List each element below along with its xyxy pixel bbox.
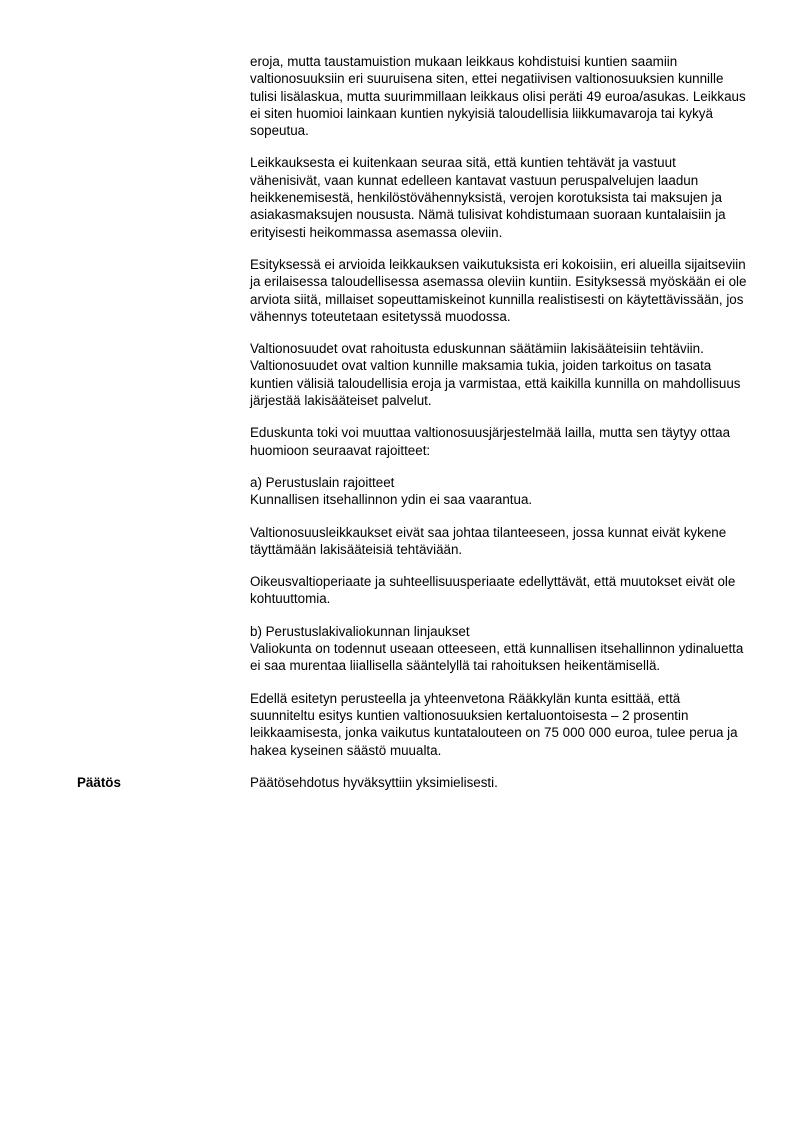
paragraph (250, 154, 747, 240)
decision-text: Päätösehdotus hyväksyttiin yksimielisesti. (250, 774, 498, 790)
paragraph-line: Eduskunta toki voi muuttaa valtionosuusjärjestelmää lailla, mutta sen täytyy ottaa huomioon seuraavat rajoitteet: (250, 425, 731, 458)
paragraph-line: b) Perustuslakivaliokunnan linjaukset (250, 623, 470, 639)
paragraph (250, 256, 747, 325)
paragraph-line: eroja, mutta taustamuistion mukaan leikkaus kohdistuisi kuntien saamiin valtionosuuksiin eri suuruisena siten, ettei negatiivisen valtionosuuksien kunnille tulisi lisälaskua, mutta suurimmillaan leikkaus olisi peräti 49 euroa/asukas. Leikkaus ei siten huomioi lainkaan kuntien nykyisiä taloudellisia liikkumavaroja tai kykyä sopeutua. (250, 54, 746, 139)
paragraph-line: Leikkauksesta ei kuitenkaan seuraa sitä, että kuntien tehtävät ja vastuut vähenisivät, vaan kunnat edelleen kantavat vastuun peruspalvelujen laadun heikkenemisestä, henkilöstövähennyksistä, verojen korotuksista tai maksujen ja asiakasmaksujen noususta. Nämä tulisivat kohdistumaan suoraan kuntalaisiin ja erityisesti heikommassa asemassa oleviin. (250, 155, 726, 240)
paragraph (250, 424, 747, 459)
paragraph (250, 524, 747, 559)
paragraph-line: Kunnallisen itsehallinnon ydin ei saa vaarantua. (250, 492, 533, 508)
decision-section (77, 774, 794, 791)
paragraph (250, 53, 747, 139)
paragraph-line: a) Perustuslain rajoitteet (250, 474, 395, 490)
paragraph-line: Valtionosuusleikkaukset eivät saa johtaa tilanteeseen, jossa kunnat eivät kykene täyttämään lakisääteisiä tehtäviään. (250, 524, 727, 557)
paragraph-line: Edellä esitetyn perusteella ja yhteenvetona Rääkkylän kunta esittää, että suunniteltu esitys kuntien valtionosuuksien kertaluontoisesta – 2 prosentin leikkaamisesta, jonka vaikutus kuntatalouteen on 75 000 000 euroa, tulee perua ja hakea kyseinen säästö muualta. (250, 690, 738, 758)
paragraph (250, 573, 747, 608)
paragraph-line: Valiokunta on todennut useaan otteeseen, että kunnallisen itsehallinnon ydinaluetta ei saa murentaa liiallisella sääntelyllä tai rahoituksen heikentämisellä. (250, 641, 744, 674)
paragraph (250, 623, 747, 675)
decision-label: Päätös (77, 774, 121, 790)
paragraph (250, 690, 747, 759)
paragraph-line: Valtionosuudet ovat rahoitusta eduskunnan säätämiin lakisääteisiin tehtäviin. Valtionosuudet ovat valtion kunnille maksamia tukia, joiden tarkoitus on tasata kuntien välisiä taloudellisia eroja ja varmistaa, että kaikilla kunnilla on mahdollisuus järjestää lakisääteiset palvelut. (250, 341, 741, 409)
paragraph (250, 474, 747, 509)
paragraph-line: Esityksessä ei arvioida leikkauksen vaikutuksista eri kokoisiin, eri alueilla sijaitseviin ja erilaisessa taloudellisessa asemassa oleviin kuntiin. Esityksessä myöskään ei ole arviota siitä, millaiset sopeuttamiskeinot kunnilla realistisesti on käytettävissään, jos vähennys toteutetaan esitetyssä muodossa. (250, 256, 747, 324)
paragraph-list (250, 53, 747, 759)
paragraph (250, 340, 747, 409)
paragraph-line: Oikeusvaltioperiaate ja suhteellisuusperiaate edellyttävät, että muutokset eivät ole kohtuuttomia. (250, 574, 736, 607)
document-body (0, 53, 794, 791)
